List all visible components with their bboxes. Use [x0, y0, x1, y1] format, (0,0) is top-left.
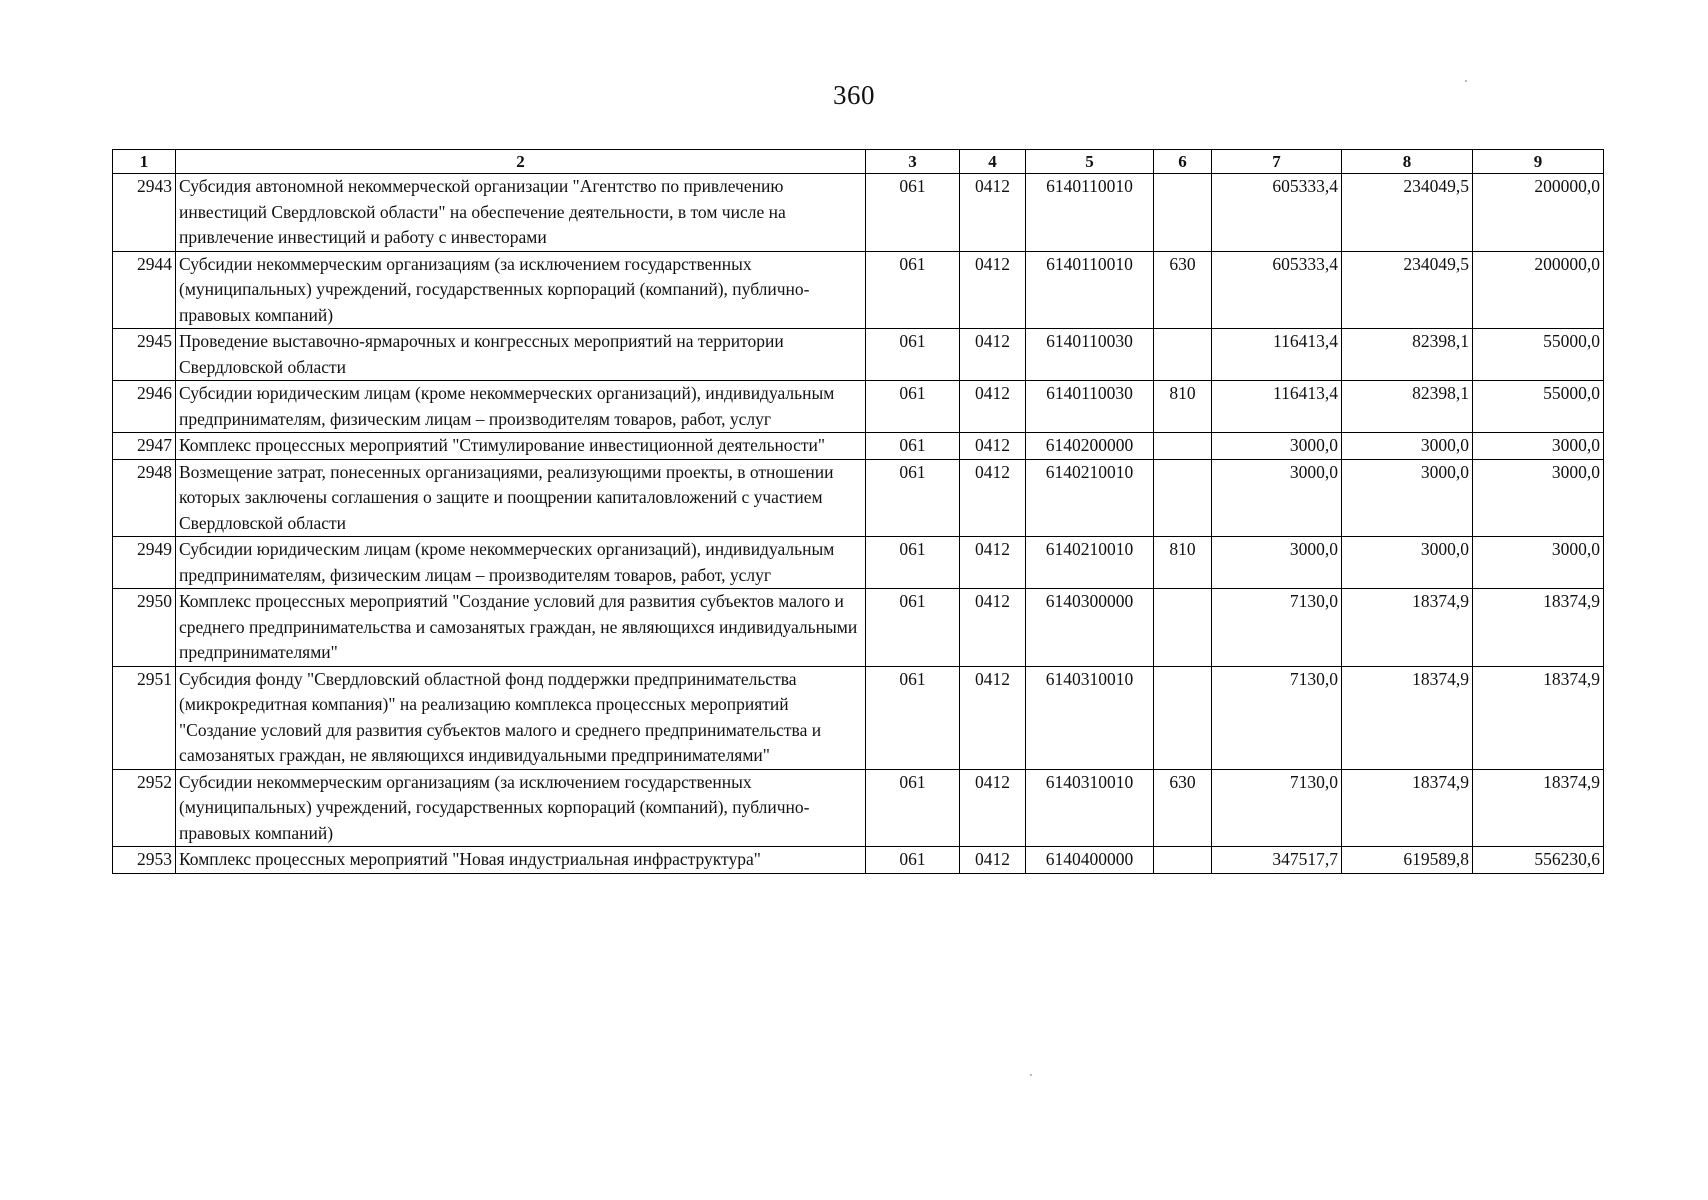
- row-code-4: 0412: [960, 589, 1026, 667]
- row-code-3: 061: [866, 666, 960, 769]
- row-code-6: [1154, 589, 1212, 667]
- table-header-row: [113, 150, 1604, 174]
- row-value-9: 200000,0: [1473, 174, 1604, 252]
- table-row: [113, 459, 1604, 537]
- row-value-9: 3000,0: [1473, 537, 1604, 589]
- row-code-6: 630: [1154, 769, 1212, 847]
- budget-table: [112, 149, 1604, 874]
- row-value-8: 82398,1: [1342, 329, 1473, 381]
- header-col-6: 6: [1154, 150, 1212, 174]
- row-value-9: 18374,9: [1473, 589, 1604, 667]
- row-code-6: [1154, 329, 1212, 381]
- row-number: 2952: [113, 769, 176, 847]
- row-number: 2945: [113, 329, 176, 381]
- row-value-8: 18374,9: [1342, 666, 1473, 769]
- page-number: 360: [833, 80, 875, 110]
- header-col-9: 9: [1473, 150, 1604, 174]
- table-row: [113, 666, 1604, 769]
- row-code-4: 0412: [960, 847, 1026, 874]
- row-code-6: [1154, 666, 1212, 769]
- row-code-3: 061: [866, 769, 960, 847]
- row-value-7: 7130,0: [1212, 666, 1342, 769]
- row-code-3: 061: [866, 847, 960, 874]
- row-code-6: [1154, 174, 1212, 252]
- row-code-5: 6140300000: [1026, 589, 1154, 667]
- row-code-6: 630: [1154, 251, 1212, 329]
- row-number: 2944: [113, 251, 176, 329]
- row-code-6: [1154, 459, 1212, 537]
- row-value-7: 3000,0: [1212, 433, 1342, 460]
- row-number: 2946: [113, 381, 176, 433]
- row-code-4: 0412: [960, 251, 1026, 329]
- header-col-5: 5: [1026, 150, 1154, 174]
- row-code-5: 6140310010: [1026, 769, 1154, 847]
- table-row: [113, 537, 1604, 589]
- row-code-3: 061: [866, 174, 960, 252]
- table-row: [113, 251, 1604, 329]
- row-code-3: 061: [866, 381, 960, 433]
- row-code-3: 061: [866, 251, 960, 329]
- row-code-4: 0412: [960, 459, 1026, 537]
- row-value-9: 3000,0: [1473, 433, 1604, 460]
- row-code-3: 061: [866, 537, 960, 589]
- row-value-9: 200000,0: [1473, 251, 1604, 329]
- row-value-8: 82398,1: [1342, 381, 1473, 433]
- row-name: Субсидии юридическим лицам (кроме некоммерческих организаций), индивидуальным предпринимателям, физическим лицам – производителям товаров, работ, услуг: [176, 381, 866, 433]
- row-value-8: 18374,9: [1342, 589, 1473, 667]
- table-row: [113, 847, 1604, 874]
- row-value-7: 116413,4: [1212, 381, 1342, 433]
- header-col-3: 3: [866, 150, 960, 174]
- row-number: 2949: [113, 537, 176, 589]
- row-code-4: 0412: [960, 174, 1026, 252]
- row-value-7: 116413,4: [1212, 329, 1342, 381]
- header-col-8: 8: [1342, 150, 1473, 174]
- row-number: 2950: [113, 589, 176, 667]
- row-value-9: 55000,0: [1473, 381, 1604, 433]
- row-value-7: 7130,0: [1212, 769, 1342, 847]
- row-code-6: [1154, 847, 1212, 874]
- row-value-7: 3000,0: [1212, 459, 1342, 537]
- row-value-9: 18374,9: [1473, 769, 1604, 847]
- row-value-7: 3000,0: [1212, 537, 1342, 589]
- row-name: Субсидия фонду "Свердловский областной фонд поддержки предпринимательства (микрокредитная компания)" на реализацию комплекса процессных мероприятий "Создание условий для развития субъектов малого и среднего предпринимательства и самозанятых граждан, не являющихся индивидуальными предпринимателями": [176, 666, 866, 769]
- row-code-5: 6140400000: [1026, 847, 1154, 874]
- scan-speck: [1030, 1074, 1032, 1076]
- row-code-4: 0412: [960, 666, 1026, 769]
- row-code-4: 0412: [960, 537, 1026, 589]
- row-code-3: 061: [866, 589, 960, 667]
- row-number: 2948: [113, 459, 176, 537]
- header-col-2: 2: [176, 150, 866, 174]
- header-col-1: 1: [113, 150, 176, 174]
- row-code-5: 6140310010: [1026, 666, 1154, 769]
- row-code-6: [1154, 433, 1212, 460]
- scan-speck: [1465, 80, 1467, 82]
- row-name: Проведение выставочно-ярмарочных и конгрессных мероприятий на территории Свердловской области: [176, 329, 866, 381]
- row-value-9: 3000,0: [1473, 459, 1604, 537]
- row-value-8: 3000,0: [1342, 459, 1473, 537]
- table-row: [113, 589, 1604, 667]
- row-name: Возмещение затрат, понесенных организациями, реализующими проекты, в отношении которых заключены соглашения о защите и поощрении капиталовложений с участием Свердловской области: [176, 459, 866, 537]
- row-number: 2953: [113, 847, 176, 874]
- row-code-5: 6140210010: [1026, 459, 1154, 537]
- table-row: [113, 174, 1604, 252]
- row-code-4: 0412: [960, 769, 1026, 847]
- row-code-3: 061: [866, 329, 960, 381]
- row-number: 2951: [113, 666, 176, 769]
- row-value-7: 7130,0: [1212, 589, 1342, 667]
- row-code-4: 0412: [960, 381, 1026, 433]
- row-code-5: 6140200000: [1026, 433, 1154, 460]
- row-code-6: 810: [1154, 381, 1212, 433]
- row-value-7: 605333,4: [1212, 251, 1342, 329]
- row-name: Субсидии некоммерческим организациям (за исключением государственных (муниципальных) учреждений, государственных корпораций (компаний), публично-правовых компаний): [176, 251, 866, 329]
- header-col-7: 7: [1212, 150, 1342, 174]
- row-code-5: 6140110030: [1026, 329, 1154, 381]
- table-row: [113, 433, 1604, 460]
- row-value-8: 3000,0: [1342, 433, 1473, 460]
- row-value-8: 3000,0: [1342, 537, 1473, 589]
- row-code-3: 061: [866, 433, 960, 460]
- row-value-8: 18374,9: [1342, 769, 1473, 847]
- row-name: Комплекс процессных мероприятий "Стимулирование инвестиционной деятельности": [176, 433, 866, 460]
- header-col-4: 4: [960, 150, 1026, 174]
- row-code-5: 6140110010: [1026, 174, 1154, 252]
- row-number: 2943: [113, 174, 176, 252]
- row-name: Субсидия автономной некоммерческой организации "Агентство по привлечению инвестиций Свердловской области" на обеспечение деятельности, в том числе на привлечение инвестиций и работу с инвесторами: [176, 174, 866, 252]
- row-name: Комплекс процессных мероприятий "Создание условий для развития субъектов малого и среднего предпринимательства и самозанятых граждан, не являющихся индивидуальными предпринимателями": [176, 589, 866, 667]
- row-code-5: 6140210010: [1026, 537, 1154, 589]
- row-number: 2947: [113, 433, 176, 460]
- table-row: [113, 381, 1604, 433]
- table-row: [113, 329, 1604, 381]
- row-name: Комплекс процессных мероприятий "Новая индустриальная инфраструктура": [176, 847, 866, 874]
- row-value-8: 619589,8: [1342, 847, 1473, 874]
- row-value-9: 556230,6: [1473, 847, 1604, 874]
- row-value-7: 605333,4: [1212, 174, 1342, 252]
- row-code-4: 0412: [960, 329, 1026, 381]
- row-code-5: 6140110010: [1026, 251, 1154, 329]
- row-value-8: 234049,5: [1342, 251, 1473, 329]
- row-name: Субсидии некоммерческим организациям (за исключением государственных (муниципальных) учреждений, государственных корпораций (компаний), публично-правовых компаний): [176, 769, 866, 847]
- row-code-4: 0412: [960, 433, 1026, 460]
- table-row: [113, 769, 1604, 847]
- row-code-5: 6140110030: [1026, 381, 1154, 433]
- row-value-9: 55000,0: [1473, 329, 1604, 381]
- row-code-3: 061: [866, 459, 960, 537]
- row-code-6: 810: [1154, 537, 1212, 589]
- row-value-7: 347517,7: [1212, 847, 1342, 874]
- row-name: Субсидии юридическим лицам (кроме некоммерческих организаций), индивидуальным предпринимателям, физическим лицам – производителям товаров, работ, услуг: [176, 537, 866, 589]
- row-value-8: 234049,5: [1342, 174, 1473, 252]
- row-value-9: 18374,9: [1473, 666, 1604, 769]
